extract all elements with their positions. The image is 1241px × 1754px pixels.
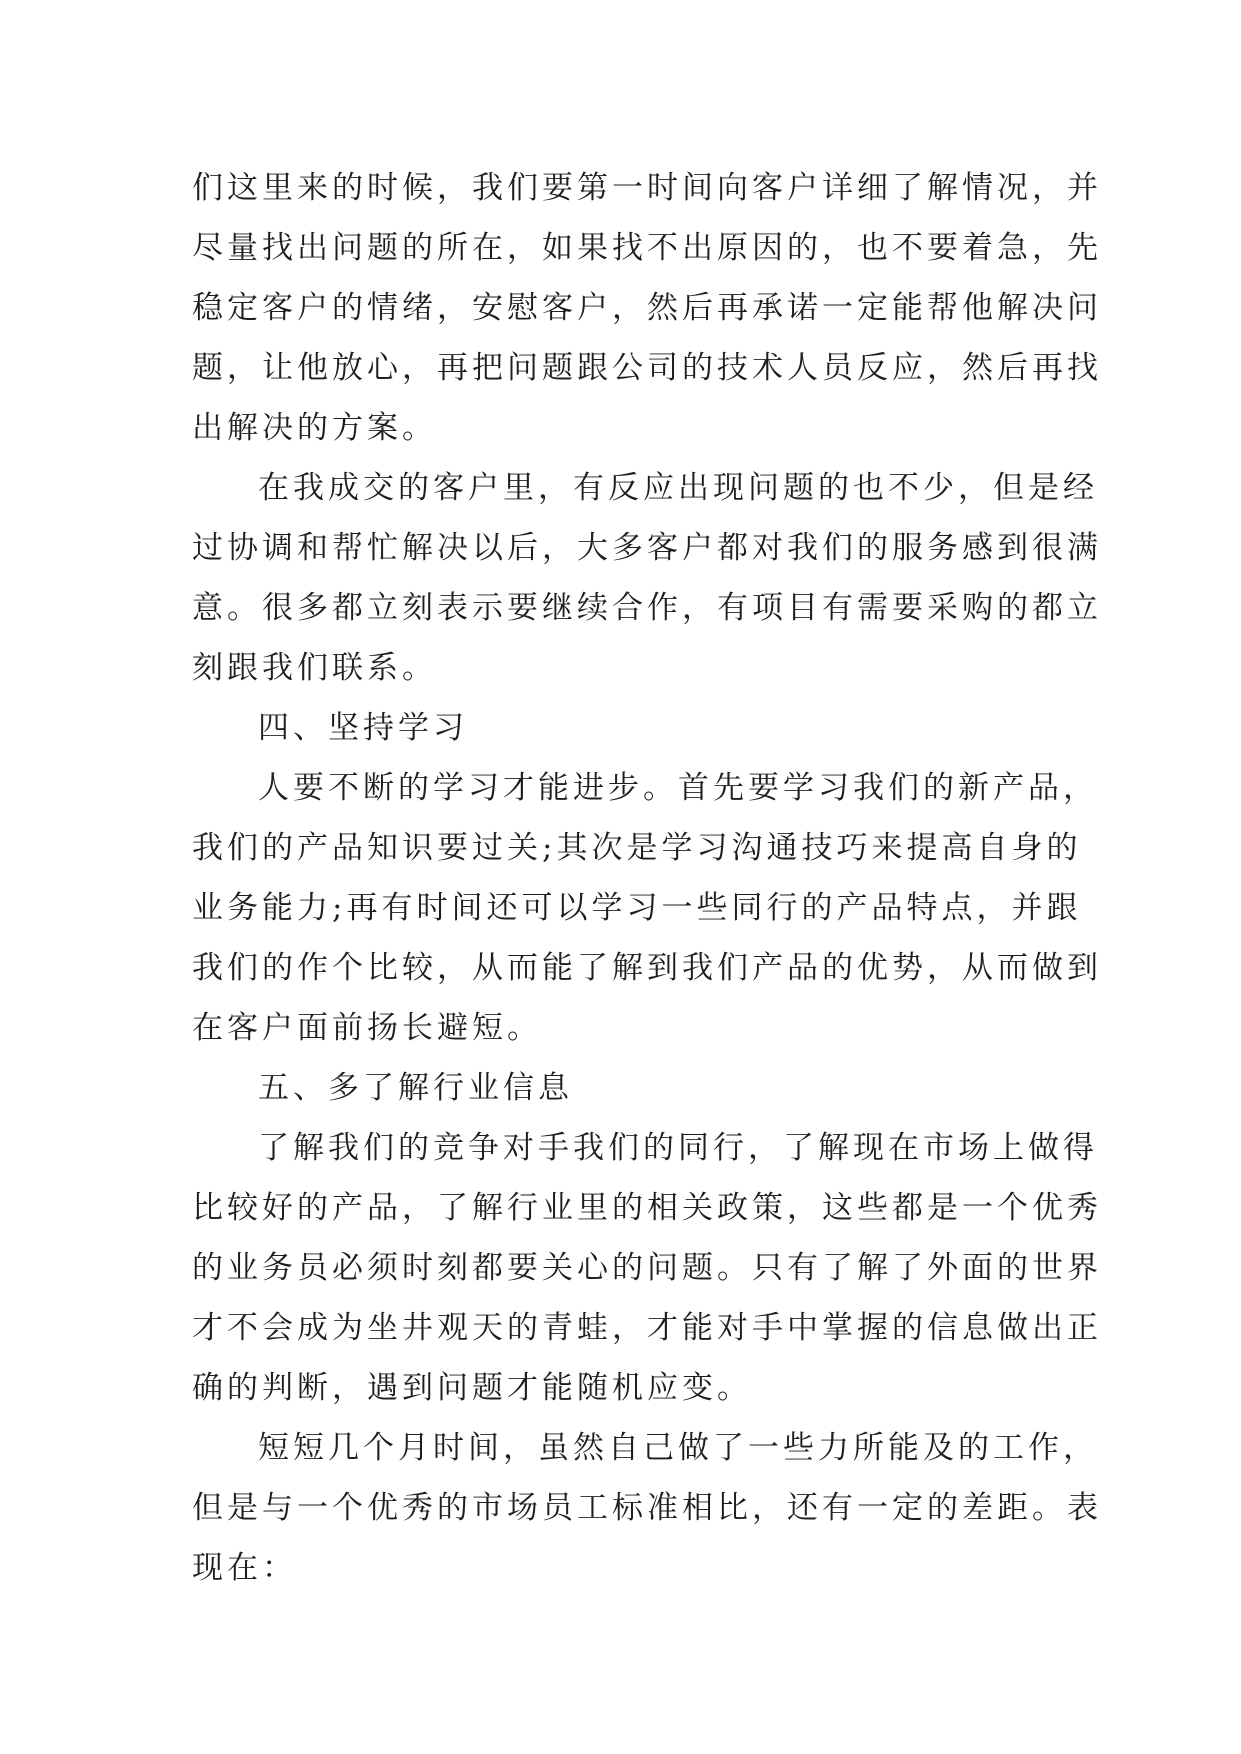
text-line: 在客户面前扬长避短。 <box>192 1010 542 1046</box>
text-line: 才不会成为坐井观天的青蛙，才能对手中掌握的信息做出正 <box>192 1310 1102 1346</box>
text-line: 刻跟我们联系。 <box>192 650 437 686</box>
text-line: 我们的产品知识要过关;其次是学习沟通技巧来提高自身的 <box>192 830 1082 866</box>
text-line: 了解我们的竞争对手我们的同行，了解现在市场上做得 <box>258 1130 1098 1166</box>
section-heading <box>192 1058 1052 1118</box>
text-line: 在我成交的客户里，有反应出现问题的也不少，但是经 <box>258 470 1098 506</box>
text-line: 短短几个月时间，虽然自己做了一些力所能及的工作， <box>258 1430 1098 1466</box>
paragraph <box>192 758 1102 1058</box>
paragraph <box>192 1418 1102 1598</box>
text-line: 比较好的产品，了解行业里的相关政策，这些都是一个优秀 <box>192 1190 1102 1226</box>
text-line: 但是与一个优秀的市场员工标准相比，还有一定的差距。表 <box>192 1490 1102 1526</box>
text-line: 们这里来的时候，我们要第一时间向客户详细了解情况，并 <box>192 170 1102 206</box>
text-line: 我们的作个比较，从而能了解到我们产品的优势，从而做到 <box>192 950 1102 986</box>
heading-text: 四、坚持学习 <box>258 710 468 746</box>
document-body <box>192 158 1102 1598</box>
text-line: 尽量找出问题的所在，如果找不出原因的，也不要着急，先 <box>192 230 1102 266</box>
paragraph <box>192 1118 1102 1418</box>
text-line: 过协调和帮忙解决以后，大多客户都对我们的服务感到很满 <box>192 530 1102 566</box>
text-line: 出解决的方案。 <box>192 410 437 446</box>
text-line: 意。很多都立刻表示要继续合作，有项目有需要采购的都立 <box>192 590 1102 626</box>
text-line: 业务能力;再有时间还可以学习一些同行的产品特点，并跟 <box>192 890 1082 926</box>
section-heading <box>192 698 1052 758</box>
paragraph <box>192 458 1102 698</box>
text-line: 人要不断的学习才能进步。首先要学习我们的新产品， <box>258 770 1098 806</box>
paragraph <box>192 158 1102 458</box>
text-line: 题，让他放心，再把问题跟公司的技术人员反应，然后再找 <box>192 350 1102 386</box>
text-line: 确的判断，遇到问题才能随机应变。 <box>192 1370 752 1406</box>
text-line: 的业务员必须时刻都要关心的问题。只有了解了外面的世界 <box>192 1250 1102 1286</box>
heading-text: 五、多了解行业信息 <box>258 1070 573 1106</box>
text-line: 现在： <box>192 1550 297 1586</box>
text-line: 稳定客户的情绪，安慰客户，然后再承诺一定能帮他解决问 <box>192 290 1102 326</box>
